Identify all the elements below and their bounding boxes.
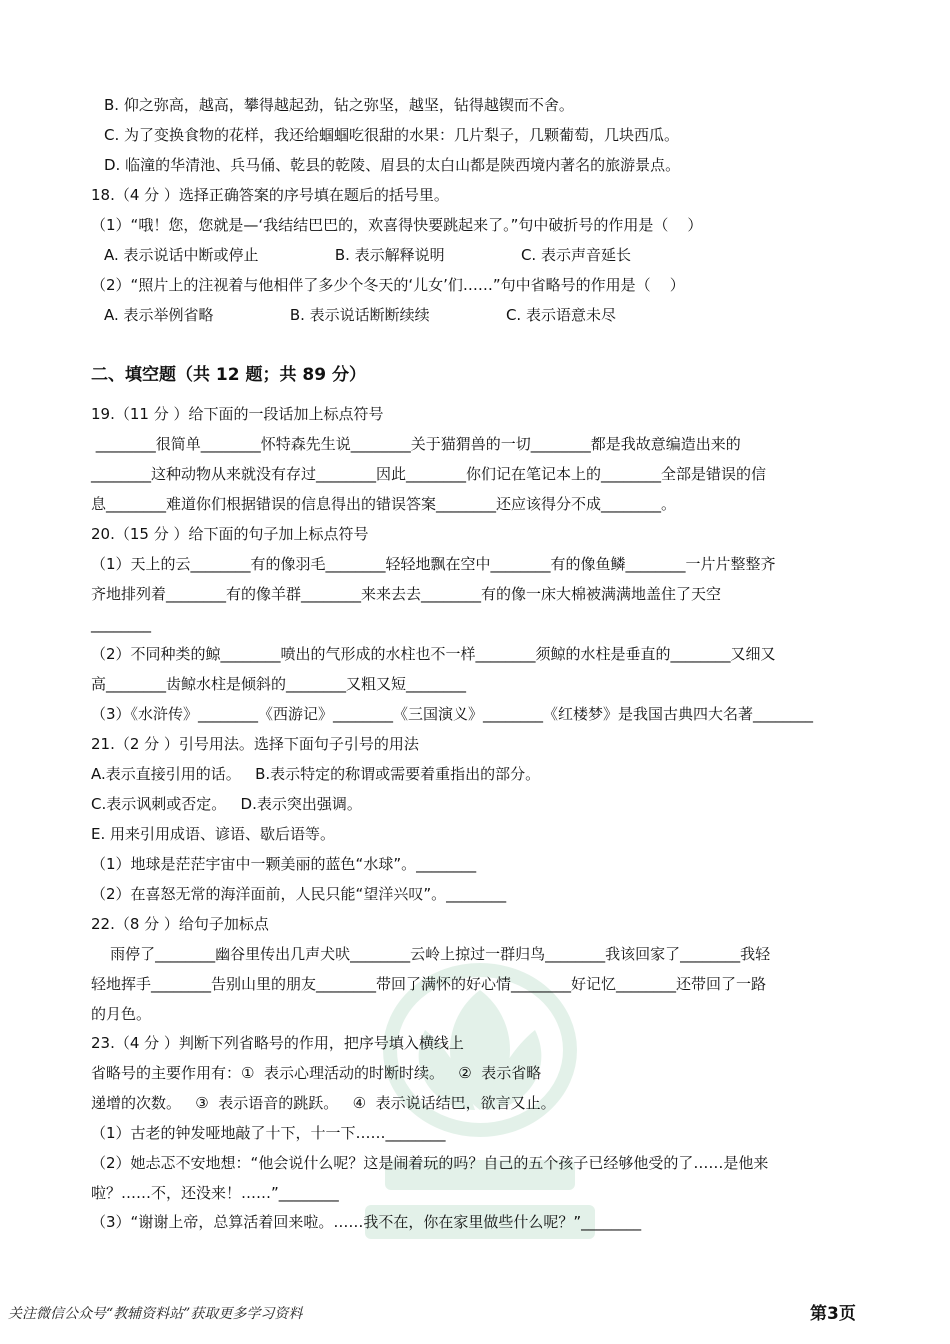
section-title: 二、填空题（共 12 题；共 89 分）: [91, 365, 366, 385]
question-23-title: 23.（4 分 ）判断下列省略号的作用，把序号填入横线上: [91, 1034, 464, 1052]
question-22-text-2: 轻地挥手________告别山里的朋友________带回了满怀的好心情________好记忆________还带回了一路: [91, 975, 767, 993]
footer-promo-note: 关注微信公众号“教辅资料站”获取更多学习资料: [8, 1306, 303, 1322]
option-c-line: C. 为了变换食物的花样，我还给蝈蝈吃很甜的水果：几片梨子，几颗葡萄，几块西瓜。: [104, 126, 680, 144]
question-18-2: （2）“照片上的注视着与他相伴了多少个冬天的‘儿女’们……”句中省略号的作用是（ ）: [91, 276, 685, 294]
question-20-2-text-1: （2）不同种类的鲸________喷出的气形成的水柱也不一样________须鲸的水柱是垂直的________又细又: [91, 645, 776, 663]
question-21-1: （1）地球是茫茫宇宙中一颗美丽的蓝色“水球”。________: [91, 855, 477, 873]
question-21-option-e: E. 用来引用成语、谚语、歇后语等。: [91, 825, 336, 843]
question-21-option-ab: A.表示直接引用的话。 B.表示特定的称谓或需要着重指出的部分。: [91, 765, 541, 783]
question-22-title: 22.（8 分 ）给句子加标点: [91, 915, 269, 933]
question-18-2-options: A. 表示举例省略 B. 表示说话断断续续 C. 表示语意未尽: [104, 306, 616, 324]
option-d-line: D. 临潼的华清池、兵马俑、乾县的乾陵、眉县的太白山都是陕西境内著名的旅游景点。: [104, 156, 681, 174]
question-23-intro-1: 省略号的主要作用有：① 表示心理活动的时断时续。 ② 表示省略: [91, 1064, 542, 1082]
question-22-text-3: 的月色。: [91, 1005, 152, 1023]
question-20-2-text-2: 高________齿鲸水柱是倾斜的________又粗又短________: [91, 675, 467, 693]
question-20-1-text-2: 齐地排列着________有的像羊群________来来去去________有的像一床大棉被满满地盖住了天空: [91, 585, 722, 603]
question-19-text-3: 息________难道你们根据错误的信息得出的错误答案________还应该得分不成________。: [91, 495, 677, 513]
question-21-title: 21.（2 分 ）引号用法。选择下面句子引号的用法: [91, 735, 419, 753]
question-20-1-text-3: ________: [91, 615, 151, 633]
question-22-text-1: 雨停了________幽谷里传出几声犬吠________云岭上掠过一群归鸟________我该回家了________我轻: [91, 945, 771, 963]
page-number: 第3页: [810, 1304, 856, 1324]
question-23-intro-2: 递增的次数。 ③ 表示语音的跳跃。 ④ 表示说话结巴，欲言又止。: [91, 1094, 556, 1112]
question-20-title: 20.（15 分 ）给下面的句子加上标点符号: [91, 525, 369, 543]
question-23-2-text-2: 啦？……不，还没来！……”________: [91, 1184, 339, 1202]
question-23-3: （3）“谢谢上帝，总算活着回来啦。……我不在，你在家里做些什么呢？”________: [91, 1213, 642, 1231]
question-20-1-text-1: （1）天上的云________有的像羽毛________轻轻地飘在空中________有的像鱼鳞________一片片整整齐: [91, 555, 776, 573]
question-21-option-cd: C.表示讽刺或否定。 D.表示突出强调。: [91, 795, 362, 813]
question-19-title: 19.（11 分 ）给下面的一段话加上标点符号: [91, 405, 384, 423]
question-19-text-1: ________很简单________怀特森先生说________关于猫猬兽的一切________都是我故意编造出来的: [91, 435, 741, 453]
question-18-1: （1）“哦！您，您就是—‘我结结巴巴的，欢喜得快要跳起来了。”句中破折号的作用是（ ）: [91, 216, 703, 234]
option-b-line: B. 仰之弥高，越高，攀得越起劲，钻之弥坚，越坚，钻得越锲而不舍。: [104, 96, 574, 114]
question-18-1-options: A. 表示说话中断或停止 B. 表示解释说明 C. 表示声音延长: [104, 246, 631, 264]
question-23-2-text-1: （2）她忐忑不安地想：“他会说什么呢？这是闹着玩的吗？自己的五个孩子已经够他受的了……是他来: [91, 1154, 769, 1172]
question-23-1: （1）古老的钟发哑地敲了十下，十一下……________: [91, 1124, 446, 1142]
question-19-text-2: ________这种动物从来就没有存过________因此________你们记在笔记本上的________全部是错误的信: [91, 465, 767, 483]
question-20-3-text: （3）《水浒传》________《西游记》________《三国演义》________《红楼梦》是我国古典四大名著________: [91, 705, 814, 723]
question-21-2: （2）在喜怒无常的海洋面前，人民只能“望洋兴叹”。________: [91, 885, 507, 903]
question-18-title: 18.（4 分 ）选择正确答案的序号填在题后的括号里。: [91, 186, 449, 204]
